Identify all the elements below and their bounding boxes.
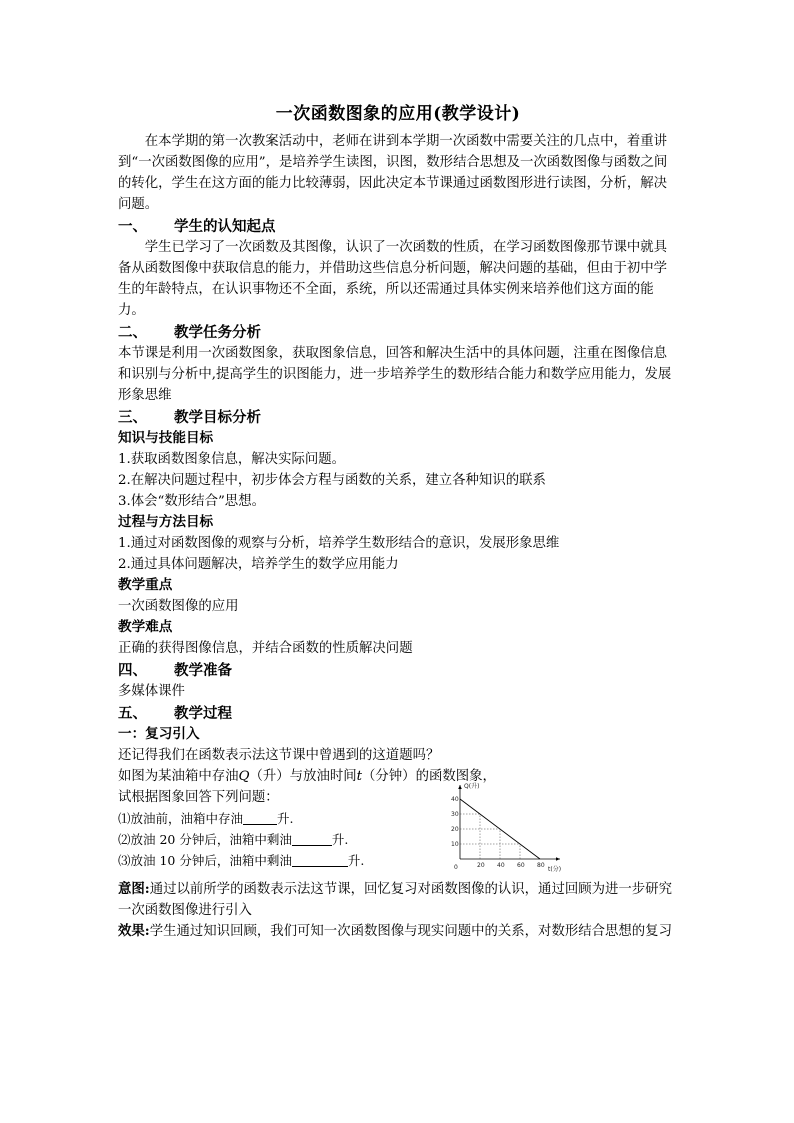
effect-paragraph <box>118 921 678 942</box>
answer-blank-3[interactable] <box>292 852 348 867</box>
knowledge-goal-item: 1.获取函数图象信息，解决实际问题。 <box>118 452 346 467</box>
section-3-heading <box>118 407 678 428</box>
question-list <box>118 787 418 871</box>
question-2 <box>118 829 418 850</box>
section-1-heading <box>118 216 678 237</box>
section-4-body: 多媒体课件 <box>118 684 185 699</box>
effect-label: 效果: <box>118 923 150 939</box>
intent-paragraph <box>118 879 678 921</box>
question-block <box>118 783 678 879</box>
section-title: 教学任务分析 <box>174 324 261 341</box>
question-text: （升）与放油时间 <box>249 769 357 784</box>
effect-body: 学生通过知识回顾，我们可知一次函数图像与现实问题中的关系，对数形结合思想的复习 <box>149 924 672 939</box>
y-tick-label: 20 <box>451 826 459 833</box>
section-title: 教学过程 <box>174 705 232 722</box>
answer-blank-1[interactable] <box>243 810 277 825</box>
y-axis-arrow-icon <box>458 785 462 789</box>
process-goals-heading: 过程与方法目标 <box>118 514 214 530</box>
section-2-body: 本节课是利用一次函数图象，获取图象信息，回答和解决生活中的具体问题，注重在图像信息和识别与分析中,提高学生的识图能力，进一步培养学生的数形结合能力和数学应用能力，发展形象思维 <box>118 346 672 403</box>
process-goal-item: 2.通过具体问题解决，培养学生的数学应用能力 <box>118 557 399 572</box>
section-number: 三、 <box>118 409 147 426</box>
knowledge-goal-item: 3.体会“数形结合”思想。 <box>118 494 265 509</box>
difficulties-body: 正确的获得图像信息，并结合函数的性质解决问题 <box>118 641 413 656</box>
origin-label: 0 <box>454 864 458 871</box>
review-intro-heading: 一：复习引入 <box>118 726 200 742</box>
knowledge-goals-heading: 知识与技能目标 <box>118 430 214 446</box>
section-5-heading <box>118 703 678 724</box>
section-1-body: 学生已学习了一次函数及其图像，认识了一次函数的性质，在学习函数图像那节课中就具备从函数图像中获取信息的能力，并借助这些信息分析问题，解决问题的基础，但由于初中学生的年龄特点，在认识事物还不全面，系统，所以还需通过具体实例来培养他们这方面的能力。 <box>118 240 668 318</box>
x-tick-label: 20 <box>477 862 485 869</box>
section-number: 二、 <box>118 324 147 341</box>
knowledge-goal-item: 2.在解决问题过程中，初步体会方程与函数的关系，建立各种知识的联系 <box>118 473 546 488</box>
process-goal-item: 1.通过对函数图像的观察与分析，培养学生数形结合的意识，发展形象思维 <box>118 536 560 551</box>
y-axis-label: Q(升) <box>464 783 480 790</box>
key-points-heading: 教学重点 <box>118 577 173 593</box>
section-number: 四、 <box>118 662 147 679</box>
variable-q: Q <box>238 769 250 784</box>
y-tick-label: 30 <box>451 811 459 818</box>
section-4-heading <box>118 660 678 681</box>
function-graph <box>436 779 566 875</box>
section-title: 教学目标分析 <box>174 409 261 426</box>
question-2-unit: 升. <box>331 832 349 847</box>
x-tick-label: 40 <box>497 862 505 869</box>
section-2-heading <box>118 322 678 343</box>
question-1-unit: 升. <box>277 811 294 826</box>
variable-t: t <box>356 769 363 784</box>
question-3-unit: 升. <box>347 853 365 868</box>
document-page <box>118 100 678 942</box>
section-title: 教学准备 <box>174 662 232 679</box>
x-axis-label: t(分) <box>548 866 562 873</box>
question-1-text: ⑴放油前，油箱中存油 <box>118 811 244 826</box>
answer-blank-2[interactable] <box>292 831 332 846</box>
section-title: 学生的认知起点 <box>174 218 276 235</box>
question-text: （分钟）的函数图象， <box>362 769 496 784</box>
question-3-text: ⑶放油 10 分钟后，油箱中剩油 <box>118 853 292 868</box>
key-points-body: 一次函数图像的应用 <box>118 599 239 614</box>
intro-paragraph: 在本学期的第一次教案活动中，老师在讲到本学期一次函数中需要关注的几点中，着重讲到“一次函数图像的应用”，是培养学生读图，识图，数形结合思想及一次函数图像与函数之间的转化，学生在这方面的能力比较薄弱，因此决定本节课通过函数图形进行读图，分析，解决问题。 <box>118 134 668 212</box>
question-statement <box>118 766 678 787</box>
x-axis-arrow-icon <box>556 857 560 861</box>
y-tick-label: 10 <box>451 841 459 848</box>
question-prompt: 试根据图象回答下列问题： <box>118 790 279 805</box>
difficulties-heading: 教学难点 <box>118 619 173 635</box>
y-tick-label: 40 <box>451 796 459 803</box>
x-tick-label: 60 <box>517 862 525 869</box>
section-number: 五、 <box>118 705 147 722</box>
question-2-text: ⑵放油 20 分钟后，油箱中剩油 <box>118 832 292 847</box>
intent-label: 意图: <box>118 881 150 897</box>
intent-body: 通过以前所学的函数表示法这节课，回忆复习对函数图像的认识，通过回顾为进一步研究一次函数图像进行引入 <box>118 882 672 918</box>
question-3 <box>118 850 418 871</box>
chart-marks <box>451 796 545 869</box>
question-text: 如图为某油箱中存油 <box>118 769 239 784</box>
question-1 <box>118 808 418 829</box>
document-title: 一次函数图象的应用(教学设计) <box>275 104 521 124</box>
section-number: 一、 <box>118 218 147 235</box>
x-tick-label: 80 <box>537 862 545 869</box>
question-intro: 还记得我们在函数表示法这节课中曾遇到的这道题吗？ <box>118 748 440 763</box>
